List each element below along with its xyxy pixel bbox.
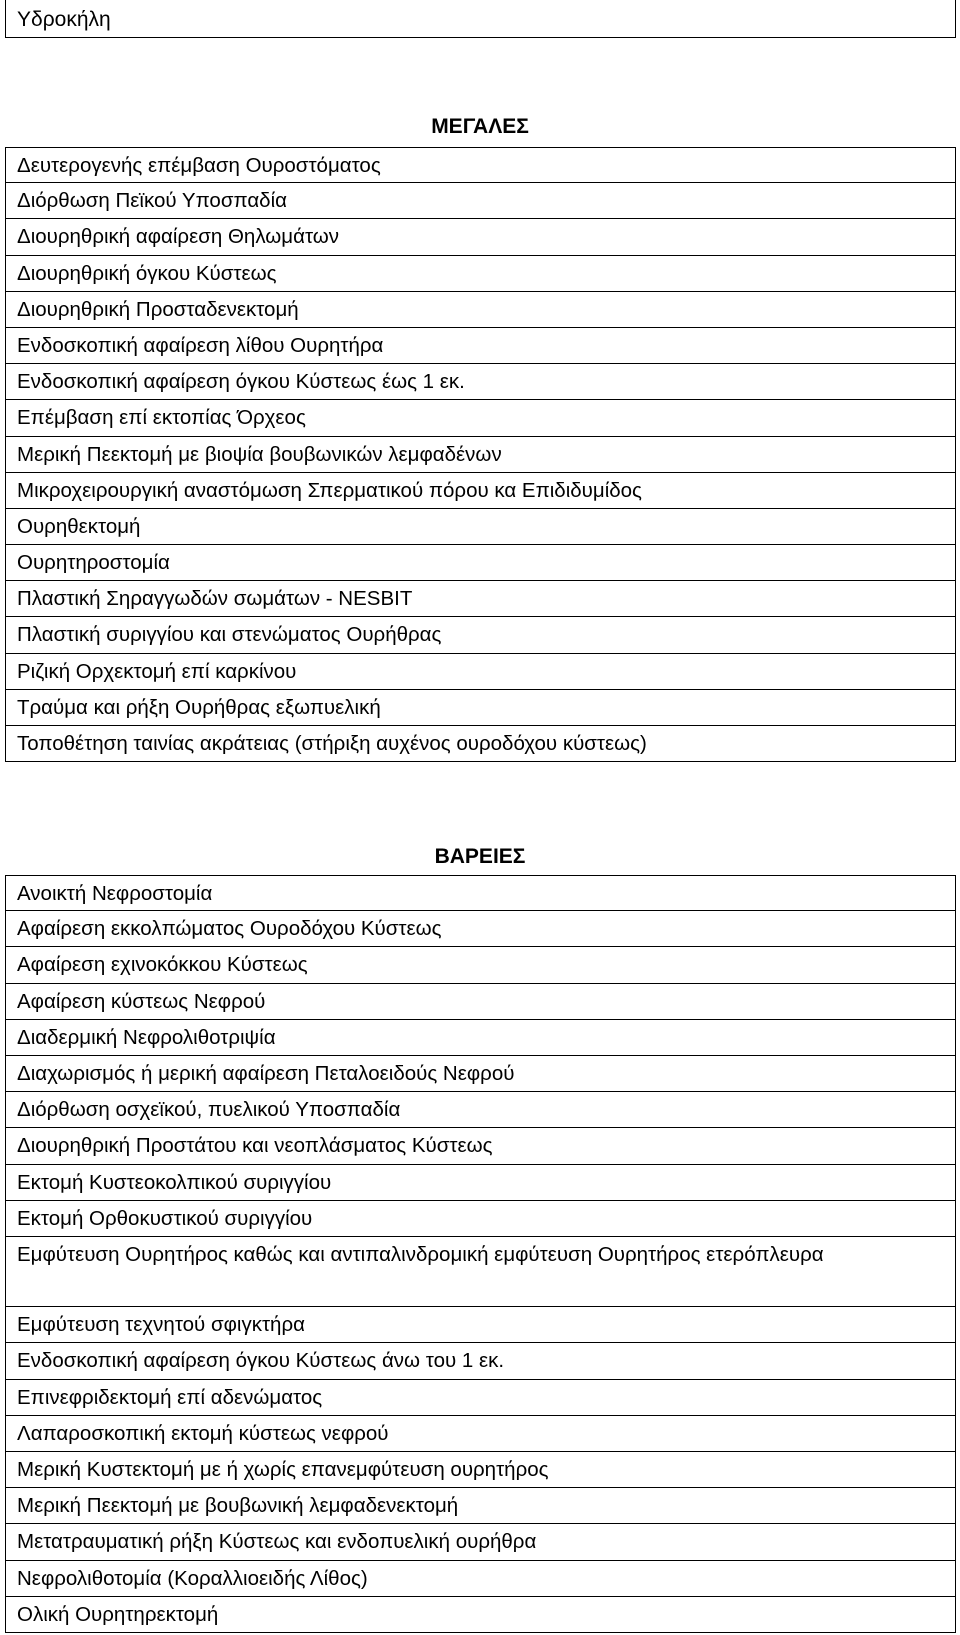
list-item: Μερική Πεεκτομή με βουβωνική λεμφαδενεκτομή bbox=[5, 1488, 956, 1524]
list-item: Διαδερμική Νεφρολιθοτριψία bbox=[5, 1020, 956, 1056]
list-item: Επινεφριδεκτομή επί αδενώματος bbox=[5, 1380, 956, 1416]
list-item: Διουρηθρική αφαίρεση Θηλωμάτων bbox=[5, 219, 956, 255]
list-item: Εκτομή Κυστεοκολπικού συριγγίου bbox=[5, 1165, 956, 1201]
list-item: Δευτερογενής επέμβαση Ουροστόματος bbox=[5, 147, 956, 183]
list-item: Διουρηθρική Προσταδενεκτομή bbox=[5, 292, 956, 328]
list-item: Μερική Πεεκτομή με βιοψία βουβωνικών λεμφαδένων bbox=[5, 437, 956, 473]
list-item: Ουρητηροστομία bbox=[5, 545, 956, 581]
list-item: Μικροχειρουργική αναστόμωση Σπερματικού πόρου κα Επιδιδυμίδος bbox=[5, 473, 956, 509]
list-item: Διουρηθρική όγκου Κύστεως bbox=[5, 256, 956, 292]
list-item: Διαχωρισμός ή μερική αφαίρεση Πεταλοειδούς Νεφρού bbox=[5, 1056, 956, 1092]
list-item: Ριζική Ορχεκτομή επί καρκίνου bbox=[5, 654, 956, 690]
list-item: Τραύμα και ρήξη Ουρήθρας εξωπυελική bbox=[5, 690, 956, 726]
list-item: Πλαστική Σηραγγωδών σωμάτων - NESBIT bbox=[5, 581, 956, 617]
list-item: Επέμβαση επί εκτοπίας Όρχεος bbox=[5, 400, 956, 436]
list-item: Νεφρολιθοτομία (Κοραλλιοειδής Λίθος) bbox=[5, 1561, 956, 1597]
procedure-list-severe bbox=[5, 875, 956, 1633]
list-item: Ανοικτή Νεφροστομία bbox=[5, 875, 956, 911]
list-item: Διουρηθρική Προστάτου και νεοπλάσματος Κύστεως bbox=[5, 1128, 956, 1164]
section-heading-severe: ΒΑΡΕΙΕΣ bbox=[434, 845, 526, 868]
header-row bbox=[5, 0, 956, 38]
list-item: Τοποθέτηση ταινίας ακράτειας (στήριξη αυχένος ουροδόχου κύστεως) bbox=[5, 726, 956, 762]
list-item: Πλαστική συριγγίου και στενώματος Ουρήθρας bbox=[5, 617, 956, 653]
list-item: Διόρθωση οσχεϊκού, πυελικού Υποσπαδία bbox=[5, 1092, 956, 1128]
list-item: Αφαίρεση εχινοκόκκου Κύστεως bbox=[5, 947, 956, 983]
list-item: Εκτομή Ορθοκυστικού συριγγίου bbox=[5, 1201, 956, 1237]
list-item: Αφαίρεση εκκολπώματος Ουροδόχου Κύστεως bbox=[5, 911, 956, 947]
list-item: Ενδοσκοπική αφαίρεση όγκου Κύστεως άνω του 1 εκ. bbox=[5, 1343, 956, 1379]
list-item: Ολική Ουρητηρεκτομή bbox=[5, 1597, 956, 1633]
list-item: Ενδοσκοπική αφαίρεση λίθου Ουρητήρα bbox=[5, 328, 956, 364]
section-heading-major: ΜΕΓΑΛΕΣ bbox=[431, 115, 529, 138]
procedure-list-major bbox=[5, 147, 956, 762]
list-item: Ενδοσκοπική αφαίρεση όγκου Κύστεως έως 1 εκ. bbox=[5, 364, 956, 400]
list-item: Εμφύτευση τεχνητού σφιγκτήρα bbox=[5, 1307, 956, 1343]
list-item: Διόρθωση Πεϊκού Υποσπαδία bbox=[5, 183, 956, 219]
list-item: Μετατραυματική ρήξη Κύστεως και ενδοπυελική ουρήθρα bbox=[5, 1524, 956, 1560]
header-title: Υδροκήλη bbox=[17, 8, 111, 31]
list-item: Αφαίρεση κύστεως Νεφρού bbox=[5, 984, 956, 1020]
list-item: Ουρηθεκτομή bbox=[5, 509, 956, 545]
list-item: Μερική Κυστεκτομή με ή χωρίς επανεμφύτευση ουρητήρος bbox=[5, 1452, 956, 1488]
list-item: Εμφύτευση Ουρητήρος καθώς και αντιπαλινδρομική εμφύτευση Ουρητήρος ετερόπλευρα bbox=[5, 1237, 956, 1307]
list-item: Λαπαροσκοπική εκτομή κύστεως νεφρού bbox=[5, 1416, 956, 1452]
